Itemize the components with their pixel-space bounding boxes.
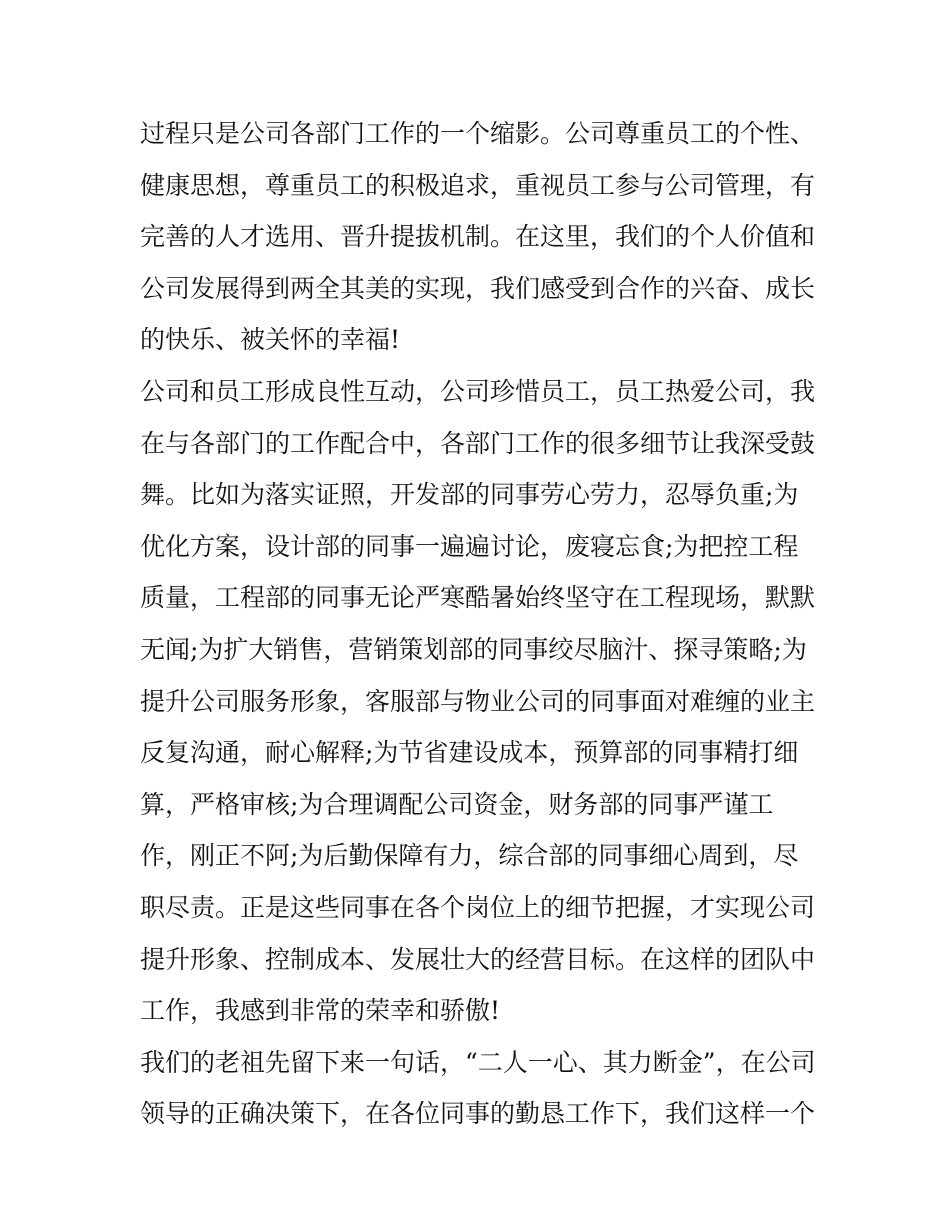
text-line: 完善的人才选用、晋升提拔机制。在这里，我们的个人价值和 (140, 222, 816, 252)
text-line: 我们的老祖先留下来一句话，“二人一心、其力断金”，在公司 (140, 1047, 816, 1077)
body-text (140, 108, 820, 1140)
text-line: 过程只是公司各部门工作的一个缩影。公司尊重员工的个性、 (140, 119, 816, 148)
text-line: 职尽责。正是这些同事在各个岗位上的细节把握，才实现公司 (140, 892, 816, 922)
text-line: 作，刚正不阿;为后勤保障有力，综合部的同事细心周到，尽 (140, 841, 799, 871)
text-line: 提升公司服务形象，客服部与物业公司的同事面对难缠的业主 (140, 686, 816, 716)
text-line: 质量，工程部的同事无论严寒酷暑始终坚守在工程现场，默默 (140, 583, 816, 613)
text-line: 在与各部门的工作配合中，各部门工作的很多细节让我深受鼓 (140, 428, 816, 458)
text-line: 的快乐、被关怀的幸福! (140, 325, 401, 355)
text-line: 反复沟通，耐心解释;为节省建设成本，预算部的同事精打细 (140, 738, 799, 768)
text-line: 公司发展得到两全其美的实现，我们感受到合作的兴奋、成长 (140, 273, 816, 303)
text-line: 无闻;为扩大销售，营销策划部的同事绞尽脑汁、探寻策略;为 (140, 634, 807, 664)
text-line: 公司和员工形成良性互动，公司珍惜员工，员工热爱公司，我 (140, 376, 816, 406)
text-line: 算，严格审核;为合理调配公司资金，财务部的同事严谨工 (140, 789, 774, 819)
text-line: 工作，我感到非常的荣幸和骄傲! (140, 996, 501, 1026)
text-line: 提升形象、控制成本、发展壮大的经营目标。在这样的团队中 (140, 944, 816, 974)
text-line: 优化方案，设计部的同事一遍遍讨论，废寝忘食;为把控工程 (140, 531, 799, 561)
text-line: 舞。比如为落实证照，开发部的同事劳心劳力，忍辱负重;为 (140, 480, 799, 510)
text-line: 领导的正确决策下，在各位同事的勤恳工作下，我们这样一个 (140, 1099, 816, 1129)
text-line: 健康思想，尊重员工的积极追求，重视员工参与公司管理，有 (140, 170, 816, 200)
